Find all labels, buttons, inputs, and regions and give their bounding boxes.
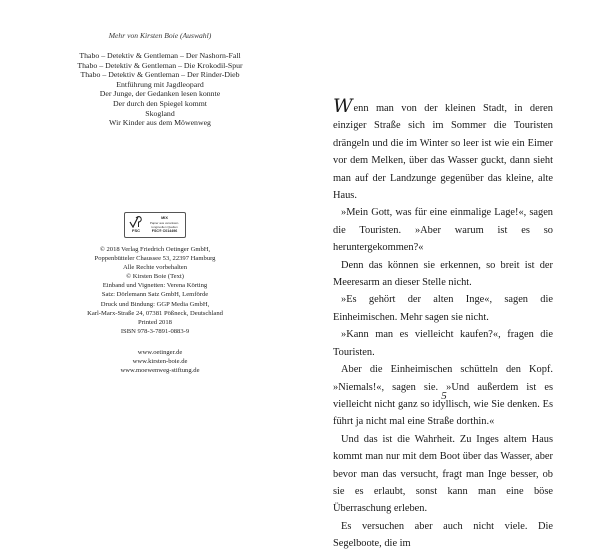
fsc-mix: MIX: [161, 216, 168, 221]
book-title: Entführung mit Jagdleopard: [116, 79, 204, 89]
left-page-copyright: [0, 0, 300, 434]
paragraph: [333, 95, 553, 204]
imprint-line: Printed 2018: [138, 318, 172, 326]
more-books-heading: Mehr von Kirsten Boie (Auswahl): [108, 31, 212, 40]
paragraph-text: enn man von der kleinen Stadt, in deren einziger Straße sich im Sommer die Touristen drängeln und die im Winter so leer ist wie ein Eimer vor dem Melken, über das Wasser guckt, dann sieht man auf der Landzunge gegenüber das kleine, alte Haus.: [333, 103, 553, 202]
book-title: Thabo – Detektiv & Gentleman – Die Krokodil-Spur: [77, 60, 243, 70]
paragraph: Es versuchen aber auch nicht viele. Die Segelboote, die im: [333, 520, 553, 550]
imprint-line: Satz: Dörlemann Satz GmbH, Lemförde: [101, 291, 209, 299]
book-title: Skogland: [145, 108, 175, 118]
imprint-line: Alle Rechte vorbehalten: [122, 264, 188, 272]
imprint-line: © 2018 Verlag Friedrich Oetinger GmbH,: [99, 246, 211, 253]
fsc-info: [147, 216, 182, 234]
website-link: www.moewenweg-stiftung.de: [120, 367, 200, 375]
fsc-desc-line: tungsvollen Quellen: [151, 225, 178, 229]
website-links: [0, 348, 320, 375]
paragraph: »Es gehört der alten Inge«, sagen die Einheimischen. Mehr sagen sie nicht.: [333, 294, 553, 323]
paragraph: »Kann man es vielleicht kaufen?«, fragen die Touristen.: [333, 329, 553, 358]
paragraph: Aber die Einheimischen schütteln den Kopf. »Niemals!«, sagen sie. »Und außerdem ist es vielleicht nicht ganz so idyllisch, wie Sie denken. Es führt ja nicht mal eine Straße dorthin.«: [333, 364, 553, 428]
website-link: www.oetinger.de: [137, 349, 183, 356]
imprint-line: Druck und Bindung: GGP Media GmbH,: [100, 300, 210, 308]
drop-cap: W: [333, 95, 353, 117]
book-title: Thabo – Detektiv & Gentleman – Der Nashorn-Fall: [79, 51, 241, 60]
book-list: [0, 51, 320, 128]
paragraph: »Mein Gott, was für eine einmalige Lage!«, sagen die Touristen. »Aber warum ist es so heruntergekommen?«: [333, 207, 553, 254]
imprint: [0, 245, 310, 336]
website-link: www.kirsten-boie.de: [132, 358, 188, 366]
imprint-line: Poppenbütteler Chaussee 53, 22397 Hamburg: [94, 255, 216, 263]
fsc-desc-line: Papier aus verantwor-: [149, 220, 180, 225]
right-page-story: [300, 0, 600, 550]
page-number: 5: [441, 390, 447, 402]
fsc-label: [124, 212, 186, 238]
imprint-line: © Kirsten Boie (Text): [126, 273, 184, 281]
book-title: Thabo – Detektiv & Gentleman – Der Rinder-Dieb: [80, 70, 240, 80]
book-title: Der Junge, der Gedanken lesen konnte: [99, 89, 221, 99]
paragraph: Denn das können sie erkennen, so breit ist der Meeresarm an dieser Stelle nicht.: [333, 259, 553, 289]
imprint-line: Einband und Vignetten: Verena Körting: [102, 282, 208, 290]
book-title: Wir Kinder aus dem Möwenweg: [109, 118, 211, 128]
imprint-line: Karl-Marx-Straße 24, 07381 Pößneck, Deutschland: [87, 309, 223, 317]
fsc-code: FSC® C014496: [151, 229, 178, 234]
fsc-tree-icon: [128, 215, 144, 235]
paragraph: Und das ist die Wahrheit. Zu Inges altem Haus kommt man nur mit dem Boot über das Wasser, aber bevor man das versucht, fragt man Inge besser, ob sie es erlaubt, sonst kann man eine böse Überraschung erleben.: [333, 433, 553, 515]
book-title: Der durch den Spiegel kommt: [113, 98, 207, 108]
story-text: [333, 95, 553, 553]
imprint-line: ISBN 978-3-7891-0883-9: [120, 327, 190, 335]
fsc-logo-text: FSC: [132, 228, 140, 233]
